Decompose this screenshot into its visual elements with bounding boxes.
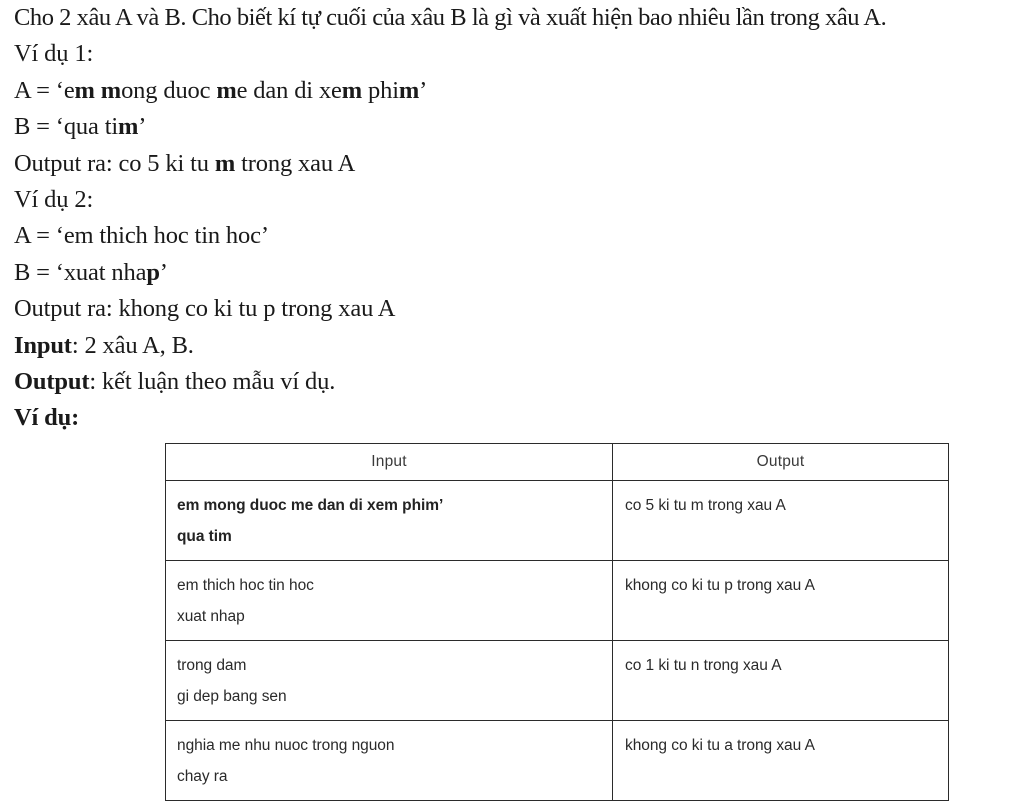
statement-line-example1-out: Output ra: co 5 ki tu m trong xau A <box>14 149 356 177</box>
statement-line-example1-b: B = ‘qua tim’ <box>14 113 147 141</box>
input-line: gi dep bang sen <box>177 688 287 705</box>
output-line: khong co ki tu a trong xau A <box>625 737 815 754</box>
input-line: em mong duoc me dan di xem phim’ <box>177 497 444 514</box>
output-line: khong co ki tu p trong xau A <box>625 577 815 594</box>
input-line: nghia me nhu nuoc trong nguon <box>177 737 395 754</box>
statement-line-example2-out: Output ra: khong co ki tu p trong xau A <box>14 295 396 323</box>
statement-line-intro: Cho 2 xâu A và B. Cho biết kí tự cuối của xâu B là gì và xuất hiện bao nhiêu lần trong xâu A. <box>14 4 887 31</box>
statement-line-input-spec: Input: 2 xâu A, B. <box>14 331 194 359</box>
output-line: co 1 ki tu n trong xau A <box>625 657 782 674</box>
table-row <box>166 641 949 721</box>
input-line: trong dam <box>177 657 247 674</box>
output-line: co 5 ki tu m trong xau A <box>625 497 786 514</box>
input-line: xuat nhap <box>177 608 245 625</box>
table-cell-output <box>613 641 949 721</box>
input-line: em thich hoc tin hoc <box>177 577 314 594</box>
table-cell-input <box>166 561 613 641</box>
statement-line-example2-a: A = ‘em thich hoc tin hoc’ <box>14 222 269 250</box>
table-body <box>166 481 949 801</box>
table-cell-output <box>613 561 949 641</box>
statement-line-example2-b: B = ‘xuat nhap’ <box>14 258 168 286</box>
input-line: chay ra <box>177 768 228 785</box>
statement-line-examples: Ví dụ: <box>14 404 80 432</box>
table-header-row <box>166 444 949 481</box>
table-cell-input <box>166 721 613 801</box>
table-row <box>166 561 949 641</box>
statement-line-example1: Ví dụ 1: <box>14 40 94 68</box>
table-cell-input <box>166 641 613 721</box>
table-row <box>166 481 949 561</box>
statement-line-example1-a: A = ‘em mong duoc me dan di xem phim’ <box>14 76 428 104</box>
table-cell-output <box>613 481 949 561</box>
table-cell-input <box>166 481 613 561</box>
column-header-output: Output <box>613 444 949 481</box>
problem-statement <box>14 0 1024 437</box>
statement-line-example2: Ví dụ 2: <box>14 186 94 214</box>
statement-line-output-spec: Output: kết luận theo mẫu ví dụ. <box>14 368 336 396</box>
table-cell-output <box>613 721 949 801</box>
examples-table <box>165 443 949 801</box>
table-row <box>166 721 949 801</box>
input-line: qua tim <box>177 528 232 545</box>
column-header-input: Input <box>166 444 613 481</box>
